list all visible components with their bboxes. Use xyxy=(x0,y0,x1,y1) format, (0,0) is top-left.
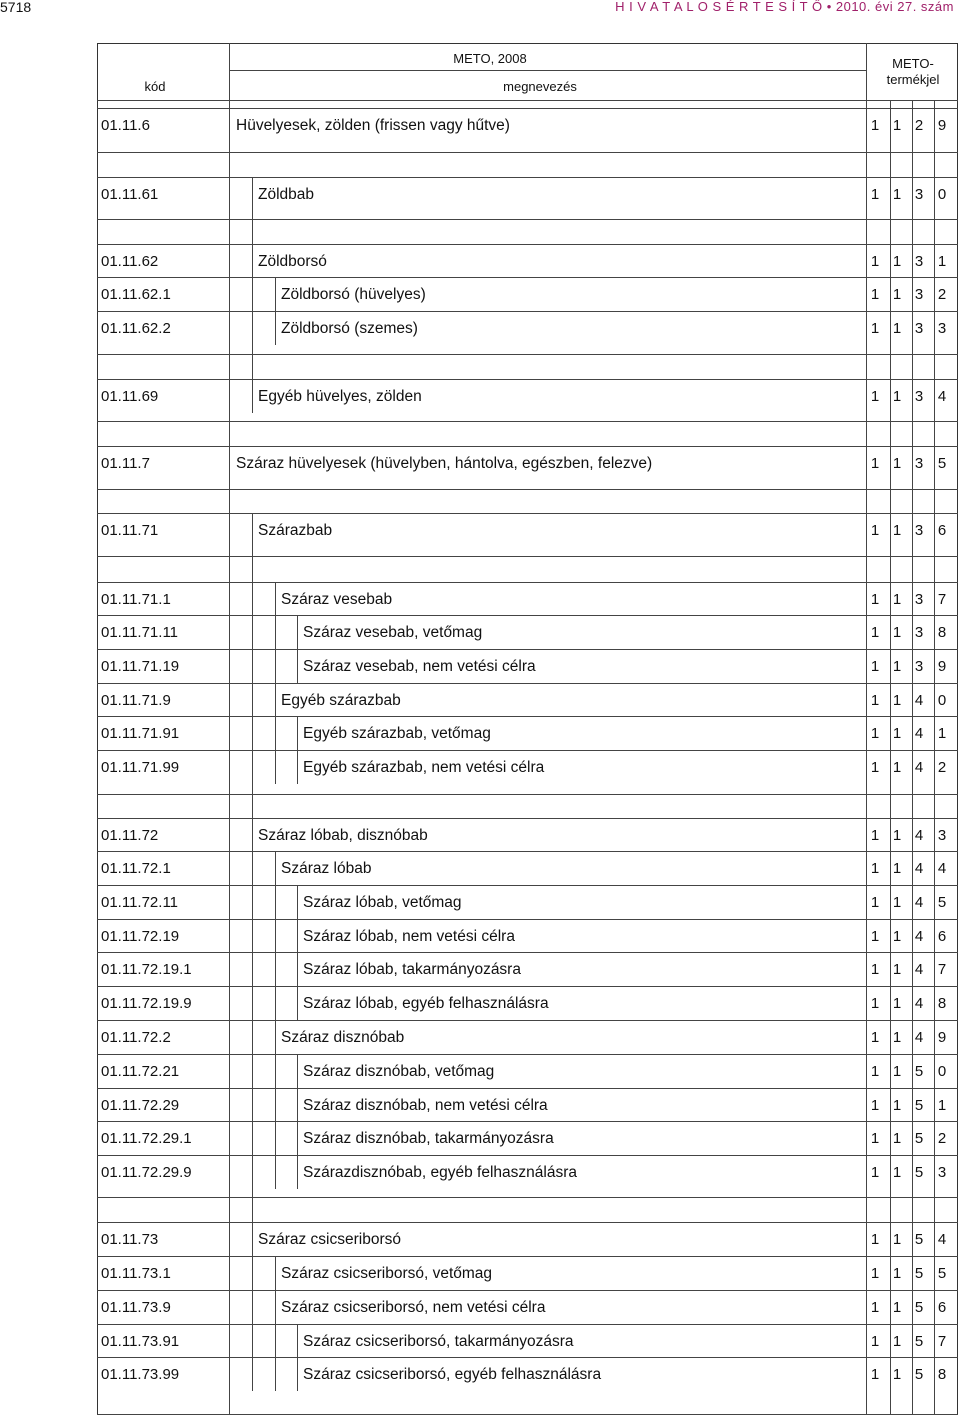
indent-guide xyxy=(275,851,276,1189)
termekjel-digit: 5 xyxy=(914,1333,924,1350)
column-divider xyxy=(229,43,230,71)
row-separator xyxy=(97,1357,958,1358)
row-code: 01.11.69 xyxy=(101,388,159,405)
row-separator xyxy=(97,885,958,886)
termekjel-digit: 2 xyxy=(937,759,947,776)
row-separator xyxy=(97,244,958,245)
termekjel-digit: 5 xyxy=(914,1231,924,1248)
row-separator xyxy=(97,716,958,717)
row-code: 01.11.73 xyxy=(101,1231,159,1248)
termekjel-digit: 5 xyxy=(937,455,947,472)
termekjel-digit: 6 xyxy=(937,522,947,539)
row-code: 01.11.73.99 xyxy=(101,1366,180,1383)
termekjel-digit: 3 xyxy=(914,320,924,337)
row-name: Száraz csicseriborsó, nem vetési célra xyxy=(281,1299,546,1316)
termekjel-digit: 1 xyxy=(892,827,902,844)
row-name: Egyéb szárazbab xyxy=(281,692,401,709)
termekjel-digit: 2 xyxy=(937,286,947,303)
row-separator xyxy=(97,311,958,312)
row-name: Száraz disznóbab, nem vetési célra xyxy=(303,1097,548,1114)
termekjel-digit: 3 xyxy=(914,388,924,405)
termekjel-digit: 4 xyxy=(914,725,924,742)
termekjel-digit: 2 xyxy=(914,117,924,134)
termekjel-digit: 1 xyxy=(870,320,880,337)
header-divider xyxy=(229,70,867,71)
termekjel-digit: 7 xyxy=(937,1333,947,1350)
termekjel-digit: 1 xyxy=(892,1029,902,1046)
row-name: Száraz vesebab, vetőmag xyxy=(303,624,483,641)
termekjel-digit: 1 xyxy=(892,1265,902,1282)
row-separator xyxy=(97,446,958,447)
row-separator xyxy=(97,108,958,109)
termekjel-digit: 1 xyxy=(870,894,880,911)
row-name: Száraz csicseriborsó xyxy=(258,1231,401,1248)
indent-guide xyxy=(297,885,298,1020)
termekjel-digit: 1 xyxy=(892,117,902,134)
termekjel-digit: 1 xyxy=(892,1366,902,1383)
row-name: Zöldborsó xyxy=(258,253,327,270)
termekjel-digit: 6 xyxy=(937,1299,947,1316)
row-code: 01.11.72.21 xyxy=(101,1063,180,1080)
termekjel-digit: 1 xyxy=(870,1130,880,1147)
row-name: Száraz lóbab, vetőmag xyxy=(303,894,462,911)
termekjel-digit: 4 xyxy=(914,961,924,978)
termekjel-digit: 8 xyxy=(937,1366,947,1383)
row-separator xyxy=(97,556,958,557)
termekjel-digit: 3 xyxy=(914,186,924,203)
termekjel-digit: 7 xyxy=(937,591,947,608)
indent-guide xyxy=(297,1054,298,1189)
row-name: Száraz csicseriborsó, vetőmag xyxy=(281,1265,493,1282)
termekjel-digit: 2 xyxy=(937,1130,947,1147)
termekjel-digit: 1 xyxy=(892,894,902,911)
termekjel-digit: 0 xyxy=(937,186,947,203)
row-separator xyxy=(97,1197,958,1198)
row-code: 01.11.71 xyxy=(101,522,159,539)
row-code: 01.11.71.1 xyxy=(101,591,171,608)
row-separator xyxy=(97,1088,958,1089)
termekjel-digit: 1 xyxy=(870,692,880,709)
termekjel-digit: 1 xyxy=(892,320,902,337)
row-code: 01.11.73.1 xyxy=(101,1265,171,1282)
termekjel-digit: 3 xyxy=(914,455,924,472)
termekjel-digit: 5 xyxy=(914,1366,924,1383)
row-code: 01.11.72 xyxy=(101,827,159,844)
row-name: Száraz lóbab, egyéb felhasználásra xyxy=(303,995,549,1012)
row-separator xyxy=(97,1290,958,1291)
row-code: 01.11.71.91 xyxy=(101,725,180,742)
row-name: Szárazdisznóbab, egyéb felhasználásra xyxy=(303,1164,578,1181)
termekjel-digit: 9 xyxy=(937,117,947,134)
row-code: 01.11.7 xyxy=(101,455,150,472)
row-separator xyxy=(97,354,958,355)
termekjel-digit: 1 xyxy=(892,1130,902,1147)
digit-divider xyxy=(934,100,935,1415)
row-separator xyxy=(97,851,958,852)
termekjel-digit: 8 xyxy=(937,995,947,1012)
row-name: Száraz disznóbab, takarmányozásra xyxy=(303,1130,554,1147)
termekjel-digit: 8 xyxy=(937,624,947,641)
indent-guide xyxy=(275,1256,276,1391)
termekjel-digit: 1 xyxy=(892,591,902,608)
row-separator xyxy=(97,177,958,178)
termekjel-digit: 4 xyxy=(937,860,947,877)
termekjel-digit: 1 xyxy=(892,522,902,539)
row-name: Száraz csicseriborsó, takarmányozásra xyxy=(303,1333,574,1350)
row-name: Száraz disznóbab, vetőmag xyxy=(303,1063,495,1080)
row-code: 01.11.71.19 xyxy=(101,658,180,675)
row-name: Egyéb szárazbab, nem vetési célra xyxy=(303,759,545,776)
row-separator xyxy=(97,1256,958,1257)
row-separator xyxy=(97,649,958,650)
termekjel-digit: 4 xyxy=(914,995,924,1012)
termekjel-digit: 1 xyxy=(937,1097,947,1114)
termekjel-digit: 1 xyxy=(870,591,880,608)
row-code: 01.11.71.11 xyxy=(101,624,179,641)
indent-guide xyxy=(252,177,253,413)
row-separator xyxy=(97,152,958,153)
row-separator xyxy=(97,513,958,514)
termekjel-digit: 1 xyxy=(870,522,880,539)
row-name: Egyéb szárazbab, vetőmag xyxy=(303,725,491,742)
termekjel-digit: 5 xyxy=(937,1265,947,1282)
termekjel-digit: 1 xyxy=(870,1333,880,1350)
header-termekjel-2: termékjel xyxy=(886,72,940,87)
row-name: Száraz lóbab, nem vetési célra xyxy=(303,928,515,945)
termekjel-digit: 1 xyxy=(870,455,880,472)
termekjel-digit: 3 xyxy=(937,320,947,337)
termekjel-digit: 5 xyxy=(914,1097,924,1114)
termekjel-digit: 1 xyxy=(870,658,880,675)
termekjel-digit: 1 xyxy=(892,186,902,203)
row-code: 01.11.72.11 xyxy=(101,894,179,911)
row-name: Száraz disznóbab xyxy=(281,1029,405,1046)
termekjel-digit: 1 xyxy=(937,253,947,270)
termekjel-digit: 1 xyxy=(870,759,880,776)
termekjel-digit: 1 xyxy=(892,286,902,303)
termekjel-digit: 1 xyxy=(870,1063,880,1080)
row-name: Zöldbab xyxy=(258,186,315,203)
termekjel-digit: 4 xyxy=(914,692,924,709)
termekjel-digit: 4 xyxy=(914,894,924,911)
termekjel-digit: 4 xyxy=(914,827,924,844)
row-code: 01.11.72.29.9 xyxy=(101,1164,192,1181)
termekjel-digit: 6 xyxy=(937,928,947,945)
termekjel-digit: 1 xyxy=(892,995,902,1012)
termekjel-digit: 3 xyxy=(914,253,924,270)
row-code: 01.11.72.29 xyxy=(101,1097,180,1114)
termekjel-digit: 1 xyxy=(892,253,902,270)
termekjel-digit: 4 xyxy=(914,1029,924,1046)
termekjel-digit: 1 xyxy=(892,759,902,776)
indent-guide xyxy=(252,513,253,1391)
termekjel-digit: 1 xyxy=(870,186,880,203)
indent-guide xyxy=(297,716,298,784)
termekjel-digit: 1 xyxy=(870,1366,880,1383)
termekjel-digit: 1 xyxy=(892,1164,902,1181)
row-code: 01.11.61 xyxy=(101,186,159,203)
column-divider xyxy=(229,70,230,1415)
row-code: 01.11.73.91 xyxy=(101,1333,180,1350)
termekjel-digit: 5 xyxy=(914,1164,924,1181)
row-code: 01.11.72.19 xyxy=(101,928,180,945)
row-name: Száraz lóbab, takarmányozásra xyxy=(303,961,521,978)
row-name: Száraz lóbab xyxy=(281,860,372,877)
row-separator xyxy=(97,1222,958,1223)
termekjel-digit: 1 xyxy=(870,1164,880,1181)
row-separator xyxy=(97,794,958,795)
termekjel-digit: 1 xyxy=(870,624,880,641)
termekjel-digit: 5 xyxy=(914,1130,924,1147)
termekjel-digit: 1 xyxy=(892,1097,902,1114)
meto-table xyxy=(97,43,958,1415)
termekjel-digit: 3 xyxy=(937,1164,947,1181)
termekjel-digit: 3 xyxy=(937,827,947,844)
termekjel-digit: 3 xyxy=(914,286,924,303)
termekjel-digit: 1 xyxy=(870,286,880,303)
termekjel-digit: 4 xyxy=(937,1231,947,1248)
termekjel-digit: 1 xyxy=(870,388,880,405)
termekjel-digit: 1 xyxy=(870,860,880,877)
header-kod: kód xyxy=(144,79,166,94)
termekjel-digit: 4 xyxy=(914,860,924,877)
termekjel-digit: 1 xyxy=(870,961,880,978)
termekjel-digit: 1 xyxy=(892,928,902,945)
row-code: 01.11.72.1 xyxy=(101,860,171,877)
page-number: 5718 xyxy=(0,0,32,15)
termekjel-digit: 4 xyxy=(937,388,947,405)
termekjel-digit: 7 xyxy=(937,961,947,978)
row-name: Száraz vesebab xyxy=(281,591,393,608)
termekjel-digit: 1 xyxy=(870,117,880,134)
row-code: 01.11.72.2 xyxy=(101,1029,171,1046)
row-separator xyxy=(97,421,958,422)
row-code: 01.11.62 xyxy=(101,253,159,270)
row-code: 01.11.62.2 xyxy=(101,320,171,337)
termekjel-digit: 1 xyxy=(892,725,902,742)
row-separator xyxy=(97,1155,958,1156)
row-code: 01.11.6 xyxy=(101,117,150,134)
indent-guide xyxy=(275,582,276,784)
row-code: 01.11.72.29.1 xyxy=(101,1130,192,1147)
termekjel-digit: 1 xyxy=(892,658,902,675)
termekjel-digit: 1 xyxy=(870,1299,880,1316)
row-code: 01.11.62.1 xyxy=(101,286,171,303)
row-code: 01.11.71.9 xyxy=(101,692,171,709)
indent-guide xyxy=(297,1324,298,1391)
row-name: Száraz hüvelyesek (hüvelyben, hántolva, egészben, felezve) xyxy=(236,455,653,472)
termekjel-digit: 1 xyxy=(892,860,902,877)
row-code: 01.11.73.9 xyxy=(101,1299,171,1316)
row-name: Egyéb hüvelyes, zölden xyxy=(258,388,422,405)
row-separator xyxy=(97,615,958,616)
termekjel-digit: 1 xyxy=(892,624,902,641)
row-separator xyxy=(97,219,958,220)
termekjel-digit: 5 xyxy=(914,1063,924,1080)
termekjel-digit: 3 xyxy=(914,624,924,641)
table-bottom-line xyxy=(97,1414,958,1415)
termekjel-digit: 3 xyxy=(914,591,924,608)
row-separator xyxy=(97,1324,958,1325)
row-code: 01.11.72.19.1 xyxy=(101,961,192,978)
termekjel-digit: 5 xyxy=(914,1265,924,1282)
row-separator xyxy=(97,582,958,583)
row-separator xyxy=(97,818,958,819)
row-name: Száraz vesebab, nem vetési célra xyxy=(303,658,536,675)
termekjel-digit: 1 xyxy=(870,1097,880,1114)
termekjel-digit: 1 xyxy=(870,928,880,945)
row-code: 01.11.71.99 xyxy=(101,759,180,776)
termekjel-digit: 1 xyxy=(892,961,902,978)
termekjel-digit: 1 xyxy=(870,995,880,1012)
row-separator xyxy=(97,986,958,987)
header-bottom-line xyxy=(97,100,958,101)
row-name: Szárazbab xyxy=(258,522,333,539)
termekjel-digit: 1 xyxy=(870,725,880,742)
row-separator xyxy=(97,919,958,920)
row-separator xyxy=(97,277,958,278)
row-name: Hüvelyesek, zölden (frissen vagy hűtve) xyxy=(236,117,510,134)
row-name: Zöldborsó (hüvelyes) xyxy=(281,286,426,303)
row-separator xyxy=(97,1054,958,1055)
termekjel-digit: 1 xyxy=(870,827,880,844)
header-meto-2008: METO, 2008 xyxy=(453,51,527,66)
termekjel-digit: 0 xyxy=(937,1063,947,1080)
termekjel-digit: 1 xyxy=(892,388,902,405)
row-separator xyxy=(97,952,958,953)
journal-title: H I V A T A L O S É R T E S Í T Ő • 2010. évi 27. szám xyxy=(615,0,954,14)
termekjel-digit: 3 xyxy=(914,522,924,539)
row-separator xyxy=(97,1020,958,1021)
termekjel-digit: 4 xyxy=(914,759,924,776)
termekjel-digit: 1 xyxy=(892,1333,902,1350)
column-divider xyxy=(866,43,867,1415)
indent-guide xyxy=(297,615,298,683)
termekjel-digit: 1 xyxy=(892,692,902,709)
header-termekjel-1: METO- xyxy=(892,56,934,71)
row-code: 01.11.72.19.9 xyxy=(101,995,192,1012)
page-header xyxy=(0,0,960,22)
termekjel-digit: 1 xyxy=(892,1299,902,1316)
termekjel-digit: 3 xyxy=(914,658,924,675)
row-separator xyxy=(97,489,958,490)
termekjel-digit: 5 xyxy=(937,894,947,911)
termekjel-digit: 1 xyxy=(892,1231,902,1248)
row-name: Száraz lóbab, disznóbab xyxy=(258,827,428,844)
row-separator xyxy=(97,379,958,380)
header-megnevezes: megnevezés xyxy=(503,79,577,94)
termekjel-digit: 5 xyxy=(914,1299,924,1316)
row-separator xyxy=(97,750,958,751)
termekjel-digit: 4 xyxy=(914,928,924,945)
row-name: Zöldborsó (szemes) xyxy=(281,320,418,337)
termekjel-digit: 9 xyxy=(937,658,947,675)
termekjel-digit: 9 xyxy=(937,1029,947,1046)
termekjel-digit: 1 xyxy=(892,1063,902,1080)
termekjel-digit: 1 xyxy=(870,1265,880,1282)
row-separator xyxy=(97,683,958,684)
termekjel-digit: 0 xyxy=(937,692,947,709)
termekjel-digit: 1 xyxy=(870,253,880,270)
row-name: Száraz csicseriborsó, egyéb felhasználásra xyxy=(303,1366,602,1383)
termekjel-digit: 1 xyxy=(937,725,947,742)
termekjel-digit: 1 xyxy=(870,1029,880,1046)
row-separator xyxy=(97,1121,958,1122)
termekjel-digit: 1 xyxy=(870,1231,880,1248)
indent-guide xyxy=(275,277,276,345)
termekjel-digit: 1 xyxy=(892,455,902,472)
